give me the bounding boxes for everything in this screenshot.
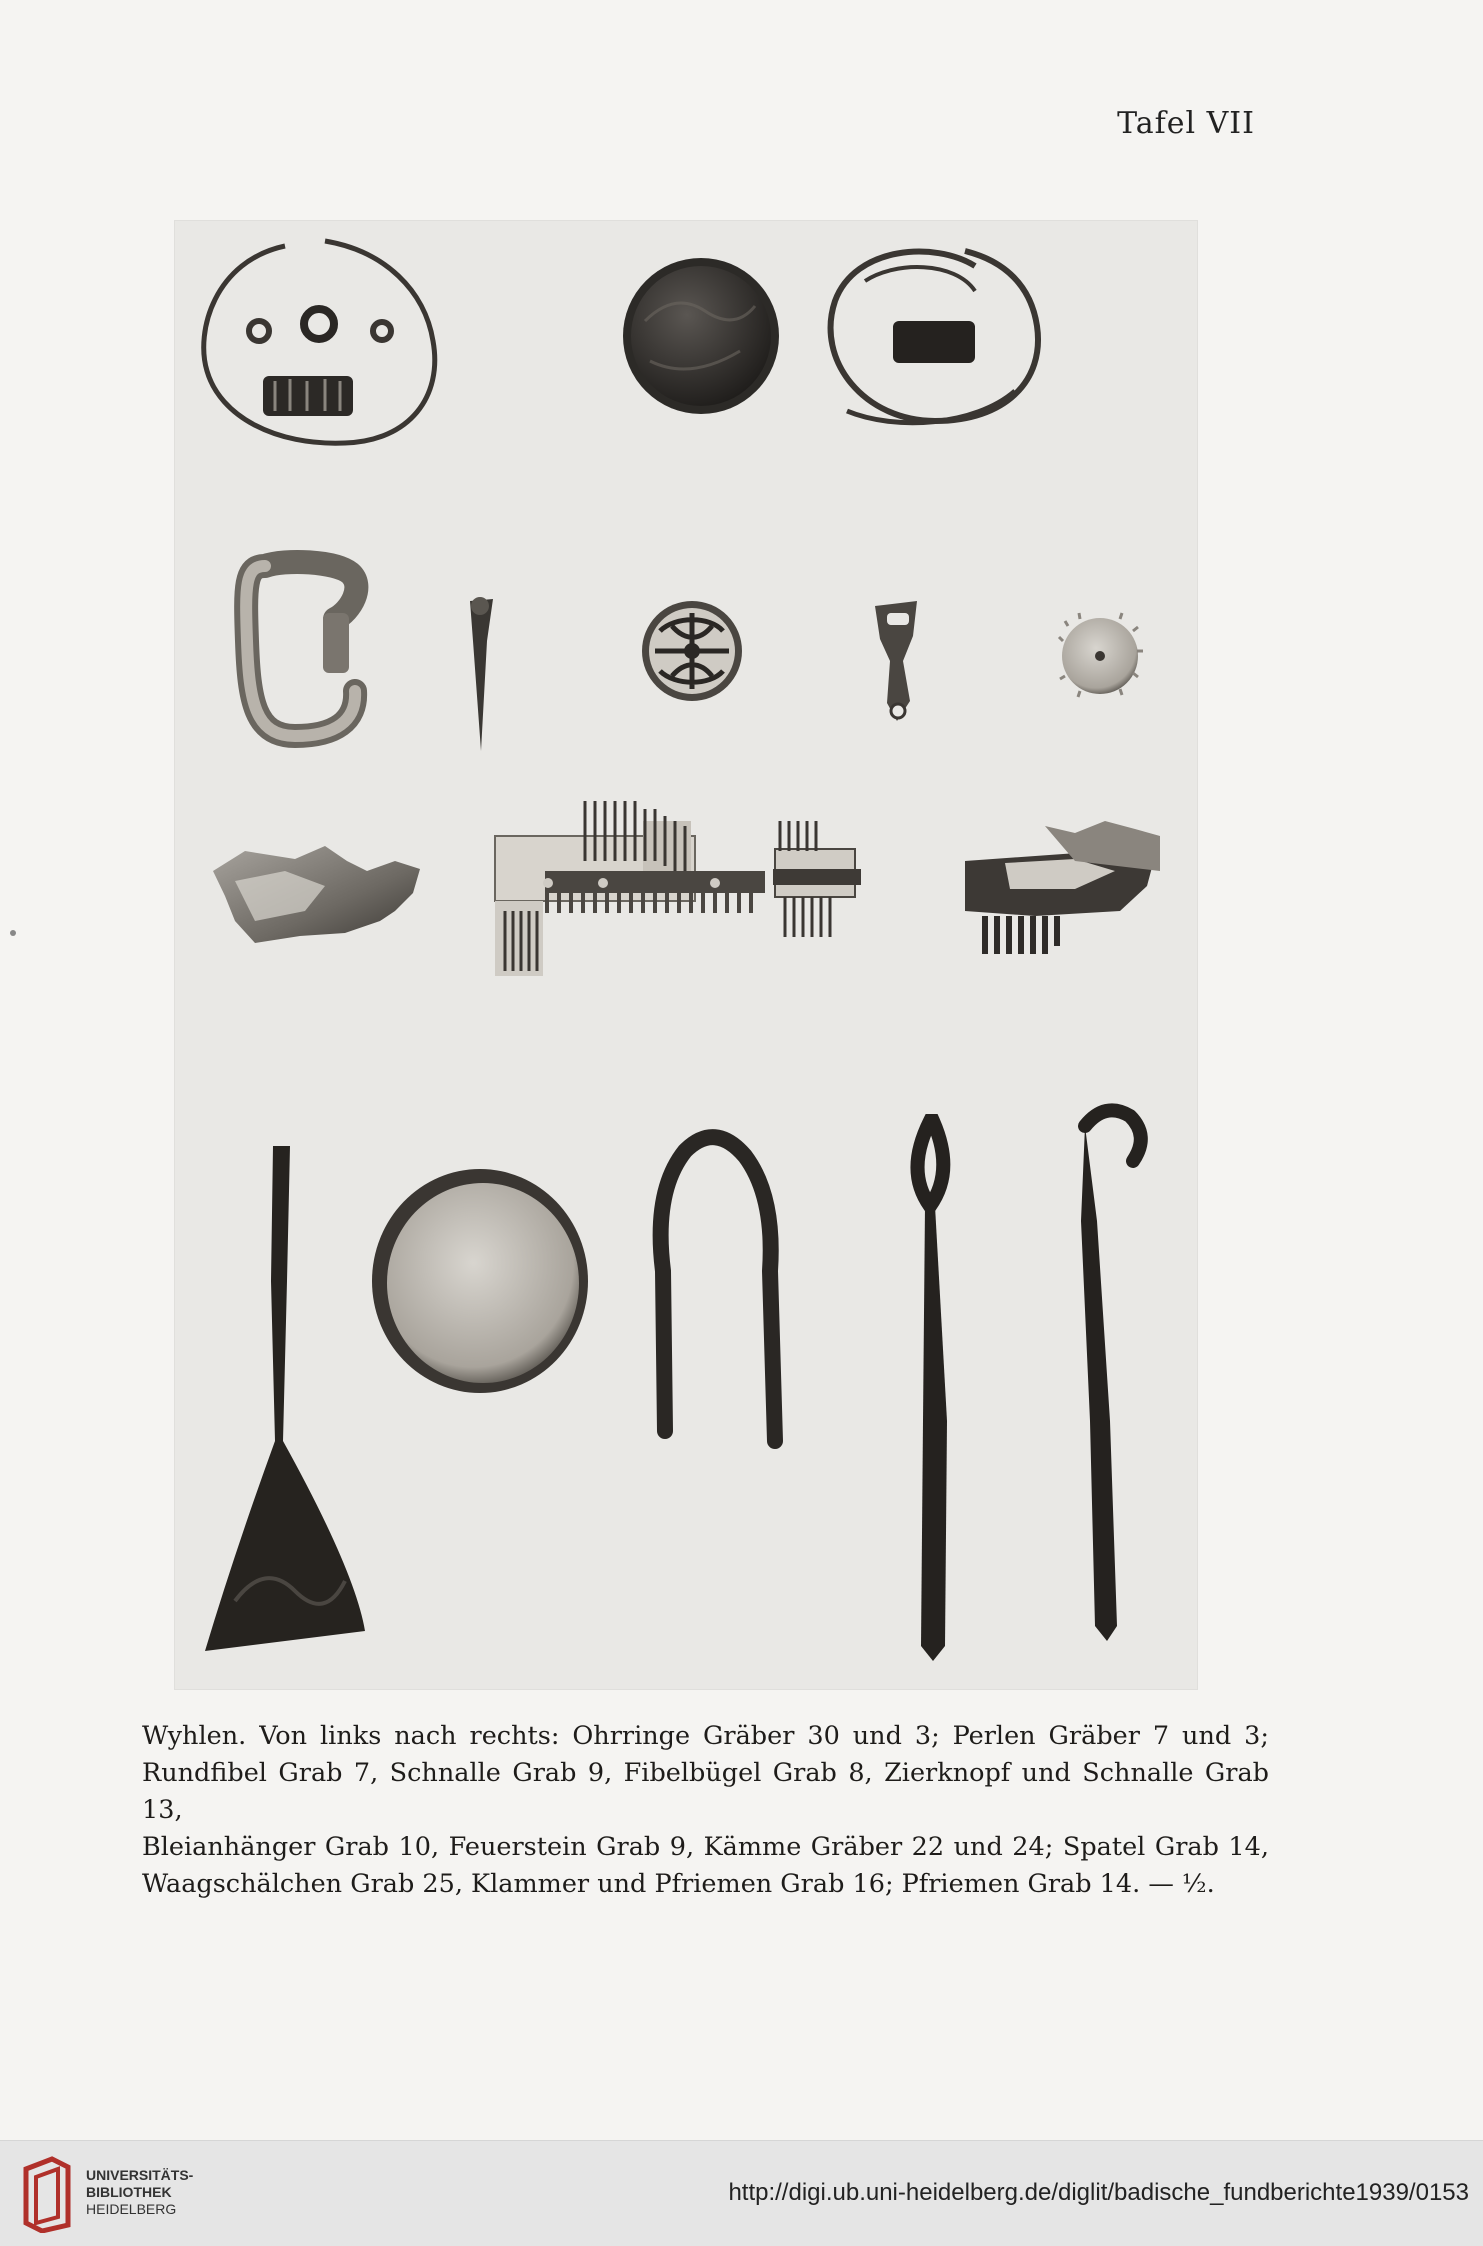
logo-line-2: BIBLIOTHEK bbox=[86, 2184, 172, 2200]
artifact-photograph-plate bbox=[174, 220, 1198, 1690]
artifact-photograph bbox=[175, 221, 1197, 1689]
stray-ink-mark bbox=[10, 930, 16, 936]
comb-grave-22 bbox=[495, 801, 765, 976]
awl-grave-14 bbox=[1081, 1110, 1141, 1641]
comb-grave-24 bbox=[965, 821, 1160, 954]
comb-fragment bbox=[773, 821, 861, 937]
buckle-grave-9 bbox=[246, 562, 356, 736]
plate-title: Tafel VII bbox=[1117, 106, 1255, 141]
earring-grave-3 bbox=[831, 251, 1038, 423]
round-disc-brooch bbox=[623, 258, 779, 414]
awl-grave-16 bbox=[918, 1121, 948, 1661]
scale-pan-grave-25 bbox=[372, 1169, 588, 1393]
logo-line-1: UNIVERSITÄTS- bbox=[86, 2167, 194, 2183]
earring-grave-30 bbox=[204, 241, 435, 443]
decorative-knob-grave-13 bbox=[642, 601, 742, 701]
buckle-grave-13 bbox=[875, 601, 917, 721]
spatula-grave-14 bbox=[205, 1146, 365, 1651]
digitization-footer bbox=[0, 2140, 1483, 2246]
clamp-grave-16 bbox=[661, 1137, 775, 1441]
library-logo-icon[interactable] bbox=[18, 2155, 74, 2233]
flint-grave-9 bbox=[213, 846, 420, 943]
caption-line-1: Wyhlen. Von links nach rechts: Ohrringe Gräber 30 und 3; Perlen Gräber 7 und 3; bbox=[142, 1721, 1269, 1751]
plate-caption bbox=[142, 1718, 1269, 1903]
caption-line-4: Waagschälchen Grab 25, Klammer und Pfriemen Grab 16; Pfriemen Grab 14. — ½. bbox=[142, 1869, 1215, 1899]
source-url-link[interactable]: http://digi.ub.uni-heidelberg.de/diglit/badische_fundberichte1939/0153 bbox=[728, 2179, 1469, 2206]
lead-pendant-grave-10 bbox=[1059, 613, 1143, 697]
caption-line-2: Rundfibel Grab 7, Schnalle Grab 9, Fibelbügel Grab 8, Zierknopf und Schnalle Grab 13, bbox=[142, 1758, 1269, 1825]
logo-line-3: HEIDELBERG bbox=[86, 2201, 177, 2217]
brooch-bow-grave-8 bbox=[470, 597, 493, 751]
caption-line-3: Bleianhänger Grab 10, Feuerstein Grab 9, Kämme Gräber 22 und 24; Spatel Grab 14, bbox=[142, 1832, 1269, 1862]
library-logo-text[interactable] bbox=[86, 2167, 193, 2218]
